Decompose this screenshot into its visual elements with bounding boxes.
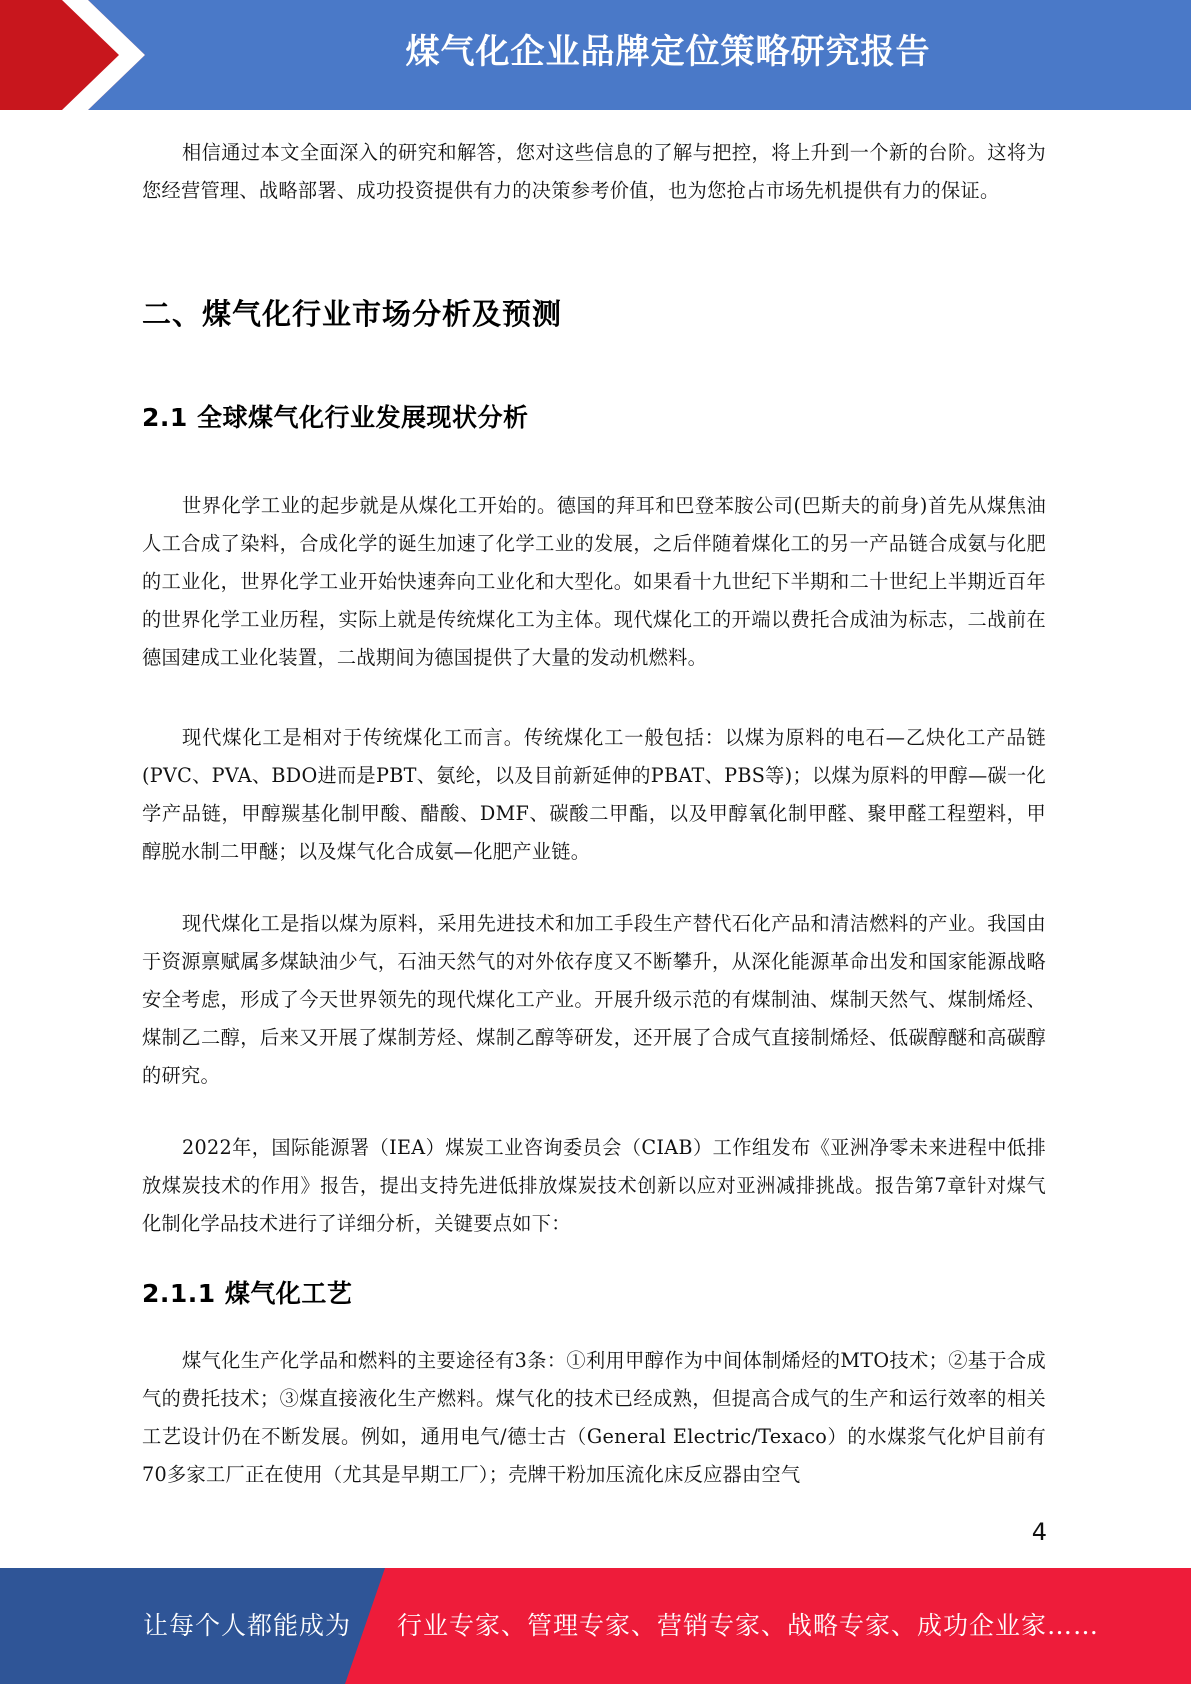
header-red-chevron-icon <box>0 0 160 110</box>
page-footer <box>0 1568 1191 1684</box>
page-number: 4 <box>1031 1518 1047 1546</box>
body-paragraph: 2022年，国际能源署（IEA）煤炭工业咨询委员会（CIAB）工作组发布《亚洲净零未来进程中低排放煤炭技术的作用》报告，提出支持先进低排放煤炭技术创新以应对亚洲减排挑战。报告第7章针对煤气化制化学品技术进行了详细分析，关键要点如下： <box>142 1136 1046 1235</box>
footer-slogan-right: 行业专家、管理专家、营销专家、战略专家、成功企业家…… <box>397 1611 1100 1640</box>
subsection-heading-2-1: 2.1 全球煤气化行业发展现状分析 <box>142 403 529 432</box>
paragraph-block-5 <box>142 1342 1046 1494</box>
paragraph-block-3 <box>142 905 1046 1095</box>
section-heading-2: 二、煤气化行业市场分析及预测 <box>142 297 563 331</box>
page-header <box>0 0 1191 110</box>
paragraph-block-4 <box>142 1129 1046 1243</box>
body-paragraph: 现代煤化工是指以煤为原料，采用先进技术和加工手段生产替代石化产品和清洁燃料的产业。我国由于资源禀赋属多煤缺油少气，石油天然气的对外依存度又不断攀升，从深化能源革命出发和国家能源战略安全考虑，形成了今天世界领先的现代煤化工产业。开展升级示范的有煤制油、煤制天然气、煤制烯烃、煤制乙二醇，后来又开展了煤制芳烃、煤制乙醇等研发，还开展了合成气直接制烯烃、低碳醇醚和高碳醇的研究。 <box>142 912 1046 1087</box>
subsection-heading-2-1-1: 2.1.1 煤气化工艺 <box>142 1279 353 1308</box>
intro-paragraph: 相信通过本文全面深入的研究和解答，您对这些信息的了解与把控，将上升到一个新的台阶。这将为您经营管理、战略部署、成功投资提供有力的决策参考价值，也为您抢占市场先机提供有力的保证。 <box>142 141 1046 202</box>
paragraph-block-1 <box>142 487 1046 677</box>
header-title: 煤气化企业品牌定位策略研究报告 <box>405 32 931 72</box>
paragraph-block-2 <box>142 719 1046 871</box>
footer-slogan-left: 让每个人都能成为 <box>143 1611 352 1640</box>
body-paragraph: 现代煤化工是相对于传统煤化工而言。传统煤化工一般包括：以煤为原料的电石—乙炔化工产品链(PVC、PVA、BDO进而是PBT、氨纶，以及目前新延伸的PBAT、PBS等)；以煤为原料的甲醇—碳一化学产品链，甲醇羰基化制甲酸、醋酸、DMF、碳酸二甲酯，以及甲醇氧化制甲醛、聚甲醛工程塑料，甲醇脱水制二甲醚；以及煤气化合成氨—化肥产业链。 <box>142 726 1046 863</box>
body-paragraph: 煤气化生产化学品和燃料的主要途径有3条：①利用甲醇作为中间体制烯烃的MTO技术；②基于合成气的费托技术；③煤直接液化生产燃料。煤气化的技术已经成熟，但提高合成气的生产和运行效率的相关工艺设计仍在不断发展。例如，通用电气/德士古（General Electric/Texaco）的水煤浆气化炉目前有70多家工厂正在使用（尤其是早期工厂）；壳牌干粉加压流化床反应器由空气 <box>142 1349 1046 1486</box>
body-paragraph: 世界化学工业的起步就是从煤化工开始的。德国的拜耳和巴登苯胺公司(巴斯夫的前身)首先从煤焦油人工合成了染料，合成化学的诞生加速了化学工业的发展，之后伴随着煤化工的另一产品链合成氨与化肥的工业化，世界化学工业开始快速奔向工业化和大型化。如果看十九世纪下半期和二十世纪上半期近百年的世界化学工业历程，实际上就是传统煤化工为主体。现代煤化工的开端以费托合成油为标志，二战前在德国建成工业化装置，二战期间为德国提供了大量的发动机燃料。 <box>142 494 1046 669</box>
intro-block <box>142 134 1046 210</box>
